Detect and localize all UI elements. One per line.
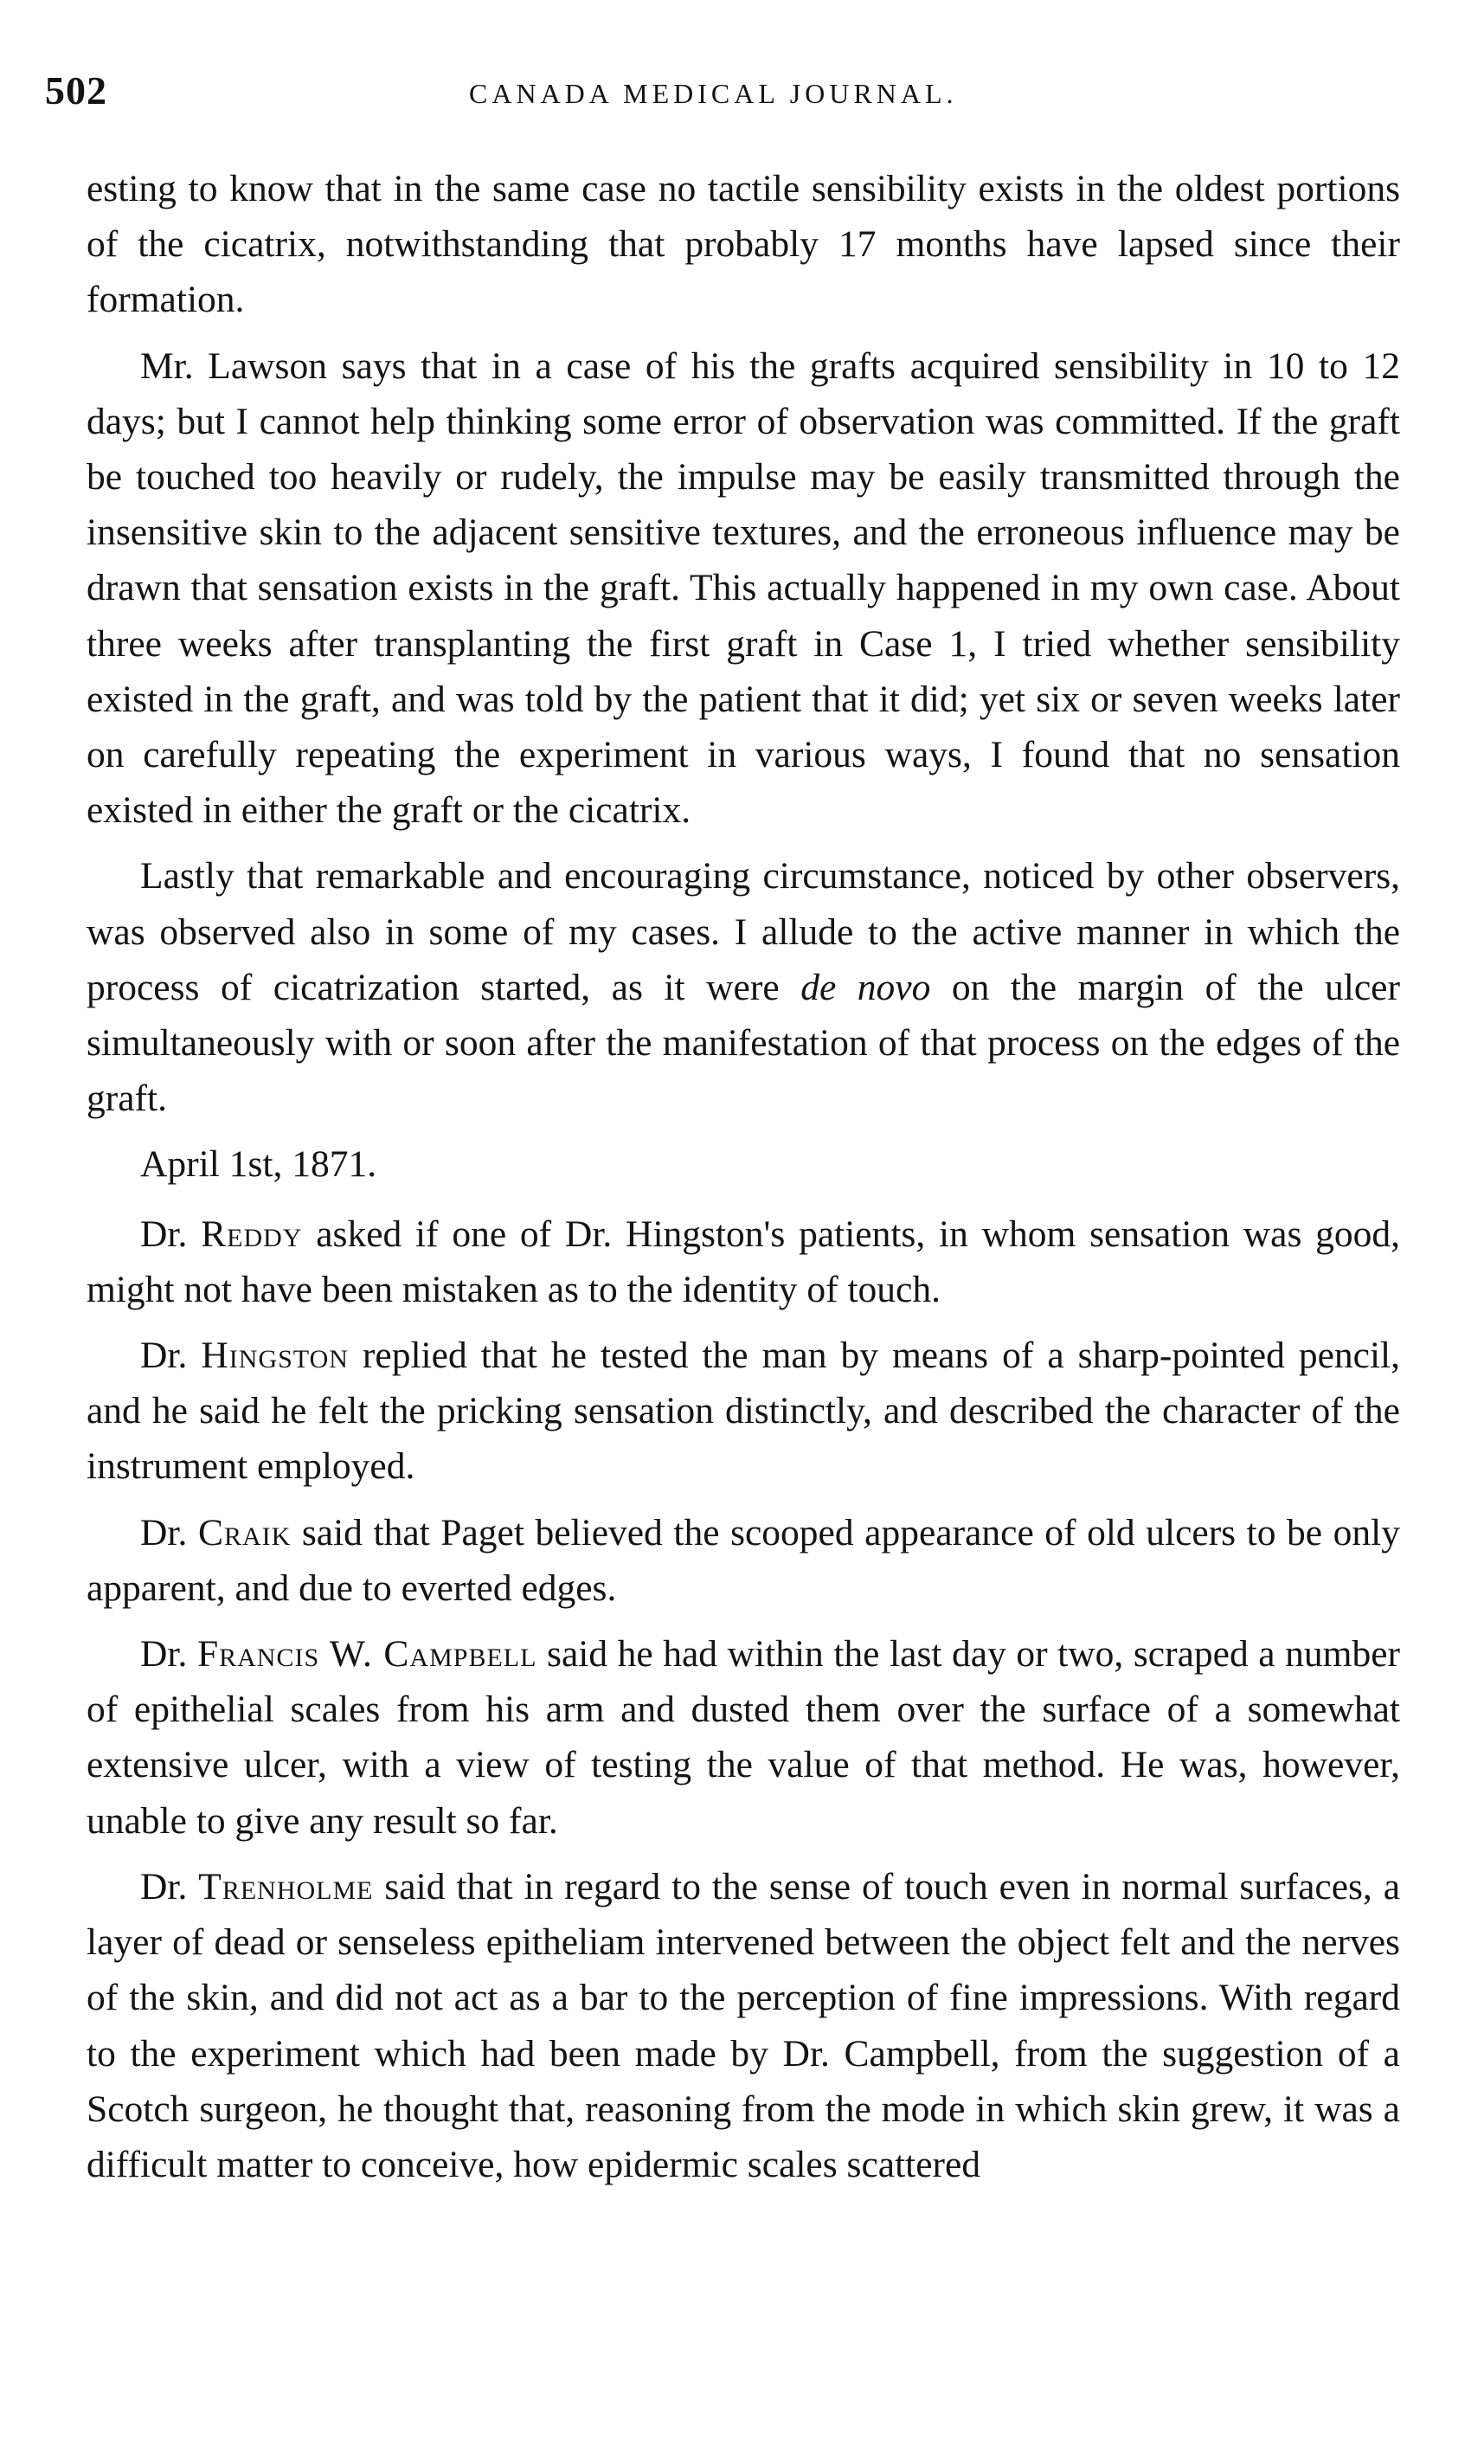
speaker-name: Craik xyxy=(197,1511,292,1554)
paragraph-text-after: on the margin of the ulcer simultaneously with or soon after the manifestation of that process on the edges of the graft. xyxy=(87,966,1400,1120)
discussion-trenholme xyxy=(87,1859,1400,2192)
speaker-name: Hingston xyxy=(201,1335,349,1377)
speaker-prefix: Dr. xyxy=(140,1213,202,1255)
speaker-prefix: Dr. xyxy=(140,1511,198,1554)
speaker-name: Reddy xyxy=(201,1213,303,1255)
paragraph-continuation xyxy=(87,161,1400,328)
discussion-hingston xyxy=(87,1328,1400,1495)
speaker-prefix: Dr. xyxy=(140,1865,199,1908)
running-head xyxy=(45,68,1395,119)
paragraph-lawson xyxy=(87,338,1400,839)
paragraph-text: Mr. Lawson says that in a case of his the grafts acquired sensibility in 10 to 12 days; but I cannot help thinking some error of observation was committed. If the graft be touched too heavily or rudely, the impulse may be easily transmitted through the insensitive skin to the adjacent sensitive textures, and the erroneous influence may be drawn that sensation exists in the graft. This actually happened in my own case. About three weeks after transplanting the first graft in Case 1, I tried whether sensibility existed in the graft, and was told by the patient that it did; yet six or seven weeks later on carefully repeating the experiment in various ways, I found that no sensation existed in either the graft or the cicatrix. xyxy=(87,344,1400,832)
discussion-text: said he had within the last day or two, scraped a number of epithelial scales from his arm and dusted them over the surface of a somewhat extensive ulcer, with a view of testing the value of that method. He was, however, unable to give any result so far. xyxy=(87,1633,1400,1842)
discussion-reddy xyxy=(87,1206,1400,1317)
article-body xyxy=(87,161,1400,2203)
discussion-campbell xyxy=(87,1626,1400,1849)
paragraph-lastly xyxy=(87,848,1400,1126)
speaker-prefix: Dr. xyxy=(140,1633,197,1676)
discussion-text: replied that he tested the man by means of a sharp-pointed pencil, and he said he felt the pricking sensation distinctly, and described the character of the instrument employed. xyxy=(87,1335,1400,1488)
journal-title: CANADA MEDICAL JOURNAL. xyxy=(469,78,958,109)
latin-phrase: de novo xyxy=(800,966,931,1008)
meeting-date: April 1st, 1871. xyxy=(140,1143,377,1186)
speaker-name: Francis W. Campbell xyxy=(196,1633,537,1676)
paragraph-text: esting to know that in the same case no tactile sensibility exists in the oldest portions of the cicatrix, notwithstanding that probably 17 months have lapsed since their formation. xyxy=(87,168,1400,321)
discussion-text: said that Paget believed the scooped appearance of old ulcers to be only apparent, and due to everted edges. xyxy=(87,1511,1401,1609)
page-number: 502 xyxy=(45,68,107,113)
discussion-text: said that in regard to the sense of touch even in normal surfaces, a layer of dead or senseless epitheliam intervened between the object felt and the nerves of the skin, and did not act as a bar to the perception of fine impressions. With regard to the experiment which had been made by Dr. Campbell, from the suggestion of a Scotch surgeon, he thought that, reasoning from the mode in which skin grew, it was a difficult matter to conceive, how epidermic scales scattered xyxy=(87,1865,1401,2185)
discussion-text: asked if one of Dr. Hingston's patients, in whom sensation was good, might not have been mistaken as to the identity of touch. xyxy=(87,1213,1401,1310)
paragraph-text-before: Lastly that remarkable and encouraging circumstance, noticed by other observers, was observed also in some of my cases. I allude to the active manner in which the process of cicatrization started, as it were xyxy=(87,855,1400,1008)
speaker-prefix: Dr. xyxy=(140,1335,202,1377)
speaker-name: Trenholme xyxy=(198,1865,374,1908)
discussion-craik xyxy=(87,1505,1400,1616)
